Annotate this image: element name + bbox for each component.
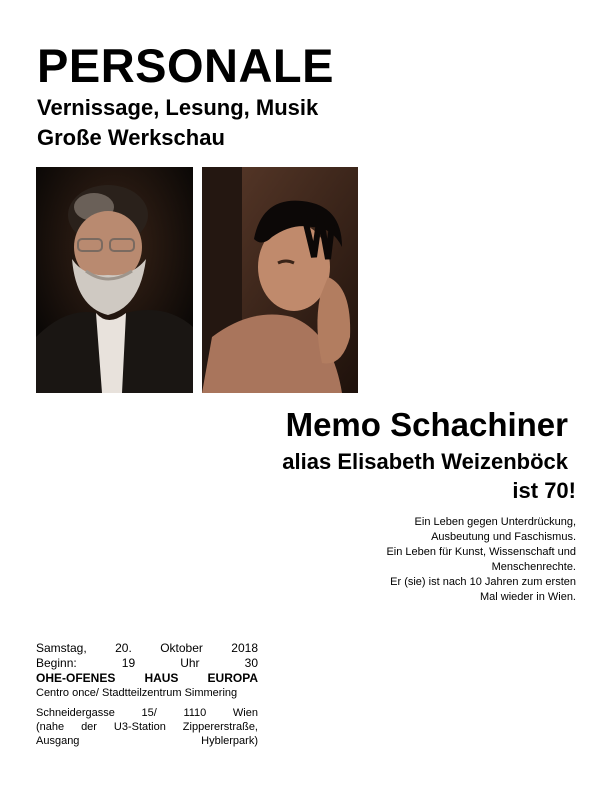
event-address-word: Schneidergasse [36,707,115,719]
artist-description [346,515,576,605]
poster-title: PERSONALE [37,39,334,92]
event-time-word: Uhr [180,656,200,670]
event-address-word: 15/ [141,707,157,719]
event-address-exit-word: Ausgang [36,735,80,747]
description-line: Er (sie) ist nach 10 Jahren zum ersten [390,576,576,588]
event-address-note-word: U3-Station [113,721,166,733]
description-line: Ein Leben gegen Unterdrückung, [414,516,576,528]
event-address-note [36,720,258,734]
event-venue [36,671,258,686]
event-address-word: Wien [232,707,258,719]
description-line: Menschenrechte. [491,561,576,573]
event-address-note-word: (nahe [36,721,65,733]
description-line: Ausbeutung und Faschismus. [431,531,576,543]
dark-haired-man-portrait-photo [202,167,358,393]
event-date-word: Oktober [160,641,203,655]
event-venue-sub: Centro once/ Stadtteilzentrum Simmering [36,687,238,699]
event-venue-word: OHE-OFENES [36,671,116,685]
subtitle-exhibition: Große Werkschau [37,125,225,150]
event-address-exit [36,734,258,748]
subtitle-event-types: Vernissage, Lesung, Musik [37,95,319,120]
event-time-word: 30 [244,656,258,670]
event-address-note-word: der [81,721,97,733]
event-address-note-word: Zippererstraße, [182,721,258,733]
event-venue-word: HAUS [144,671,179,685]
artist-alias: alias Elisabeth Weizenböck [282,449,568,474]
event-date [36,641,258,656]
event-info [36,641,258,748]
event-date-word: Samstag, [36,641,87,655]
artist-name: Memo Schachiner [285,406,568,443]
description-line: Ein Leben für Kunst, Wissenschaft und [386,546,576,558]
event-date-word: 2018 [231,641,258,655]
event-address-exit-word: Hyblerpark) [201,735,258,747]
event-venue-word: EUROPA [207,671,258,685]
artist-age: ist 70! [512,478,576,503]
event-time-word: 19 [121,656,136,670]
event-address-word: 1110 [183,707,207,719]
event-address [36,706,258,720]
description-line: Mal wieder in Wien. [480,591,576,603]
bearded-man-portrait-photo [36,167,193,393]
event-time-word: Beginn: [36,656,77,670]
event-time [36,656,258,671]
event-date-word: 20. [115,641,132,655]
